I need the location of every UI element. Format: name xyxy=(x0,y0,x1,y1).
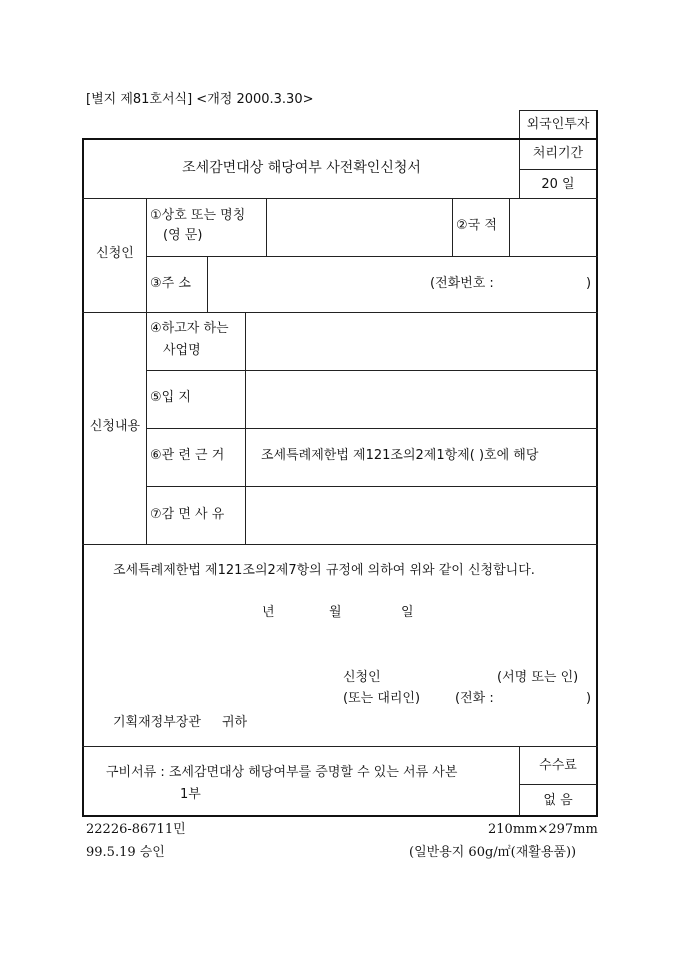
table-bottom-border xyxy=(82,815,598,817)
business-name-field[interactable] xyxy=(247,314,595,369)
content-row-divider-2 xyxy=(146,428,598,429)
applicant-section-label: 신청인 xyxy=(96,246,134,261)
form-number: [별지 제81호서식] <개정 2000.3.30> xyxy=(86,92,314,107)
location-field[interactable] xyxy=(247,372,595,427)
location-label: ⑤입 지 xyxy=(150,390,191,405)
nationality-label: ②국 적 xyxy=(456,218,497,233)
table-right-border xyxy=(596,110,598,817)
date-day-label: 일 xyxy=(401,605,414,620)
content-section-label: 신청내용 xyxy=(89,419,141,434)
declaration-bottom xyxy=(82,746,598,747)
fee-label: 수수료 xyxy=(539,758,577,773)
table-left-border xyxy=(82,138,84,817)
honorific: 귀하 xyxy=(222,715,248,730)
company-name-label: ①상호 또는 명칭 xyxy=(150,208,246,223)
signature-or-seal: (서명 또는 인) xyxy=(497,670,579,685)
legal-basis-label: ⑥관 련 근 거 xyxy=(150,448,225,463)
agent-label: (또는 대리인) xyxy=(343,691,421,706)
fee-value: 없 음 xyxy=(543,793,573,808)
nationality-value-divider xyxy=(509,198,510,256)
addressee: 기획재정부장관 xyxy=(113,715,201,730)
phone-label: (전화번호 : xyxy=(430,276,494,291)
nationality-field[interactable] xyxy=(511,200,595,254)
company-name-english-label: (영 문) xyxy=(163,228,203,243)
address-value-divider xyxy=(207,256,208,312)
processing-period-value: 20 일 xyxy=(541,177,575,192)
applicant-section-bottom xyxy=(82,312,598,313)
content-row-divider-3 xyxy=(146,486,598,487)
reduction-reason-label: ⑦감 면 사 유 xyxy=(150,507,225,522)
side-box-divider xyxy=(519,169,597,170)
required-documents-count: 1부 xyxy=(180,787,201,802)
paper-spec: (일반용지 60g/㎡(재활용품)) xyxy=(409,845,577,860)
legal-basis-value: 조세특례제한법 제121조의2제1항제( )호에 해당 xyxy=(261,448,539,463)
processing-period-label: 처리기간 xyxy=(532,146,584,161)
content-row-divider-1 xyxy=(146,370,598,371)
form-title: 조세감면대상 해당여부 사전확인신청서 xyxy=(182,160,421,176)
declaration-phone-label: (전화 : xyxy=(455,691,494,706)
reduction-reason-field[interactable] xyxy=(247,488,595,543)
side-box-top-border xyxy=(519,110,597,111)
date-month-label: 월 xyxy=(329,605,342,620)
name-value-divider xyxy=(266,198,267,256)
date-year-label: 년 xyxy=(262,605,275,620)
side-box-label: 외국인투자 xyxy=(526,117,590,132)
form-code: 22226-86711민 xyxy=(86,822,186,837)
declaration-phone-close: ) xyxy=(586,691,592,706)
nationality-divider xyxy=(452,198,453,256)
fee-row-divider xyxy=(519,784,597,785)
company-name-field[interactable] xyxy=(268,200,450,254)
approval-date: 99.5.19 승인 xyxy=(86,845,165,860)
title-bottom-line xyxy=(82,198,598,199)
address-field[interactable] xyxy=(209,258,429,310)
applicant-signature-label: 신청인 xyxy=(343,670,381,685)
business-name-label-line2: 사업명 xyxy=(163,343,201,358)
applicant-row-divider xyxy=(146,256,598,257)
section-label-divider xyxy=(146,198,147,544)
phone-close: ) xyxy=(586,276,592,291)
business-name-label-line1: ④하고자 하는 xyxy=(150,321,229,336)
declaration-statement: 조세특례제한법 제121조의2제7항의 규정에 의하여 위와 같이 신청합니다. xyxy=(113,563,535,578)
content-section-bottom xyxy=(82,544,598,545)
required-documents-label: 구비서류 : 조세감면대상 해당여부를 증명할 수 있는 서류 사본 xyxy=(106,765,458,780)
table-top-border xyxy=(82,138,598,140)
paper-size: 210mm×297mm xyxy=(488,822,598,837)
address-label: ③주 소 xyxy=(150,276,191,291)
